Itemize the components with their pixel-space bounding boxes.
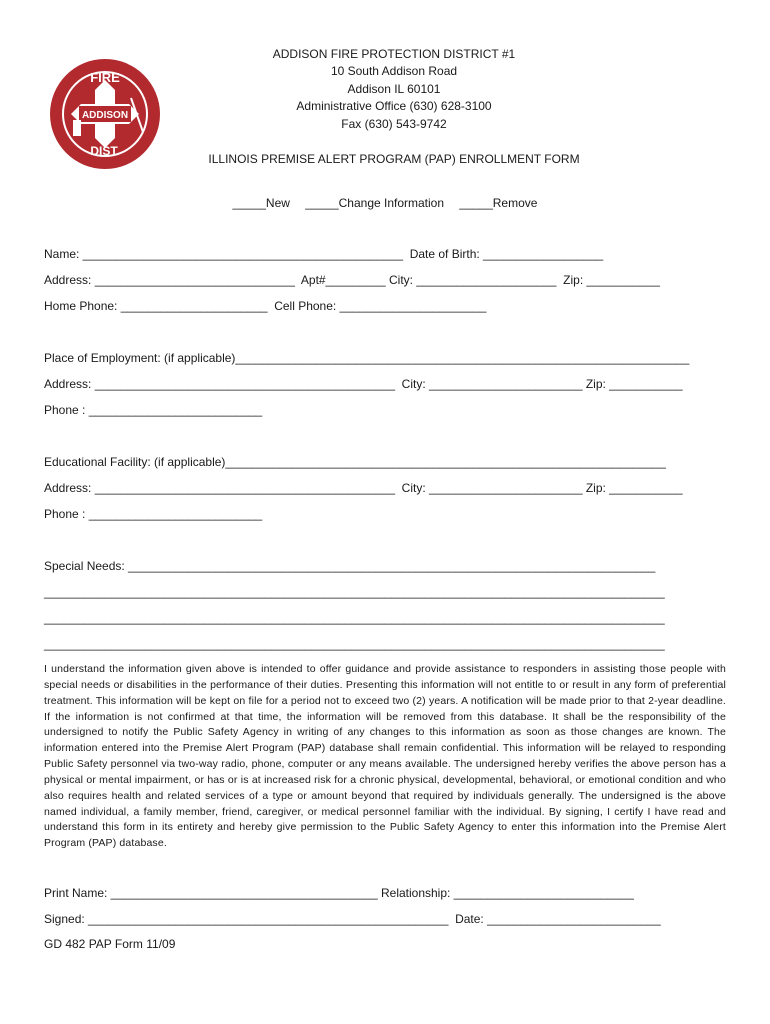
address-line[interactable]: Address: ______________________________ Apt#_________ City: _____________________ Zip: ___________ — [44, 273, 660, 287]
logo-bottom-text: DIST. — [90, 144, 120, 158]
name-dob-line[interactable]: Name: ________________________________________________ Date of Birth: __________________ — [44, 247, 604, 261]
special-needs-line[interactable]: Special Needs: _______________________________________________________________________________ — [44, 559, 656, 573]
signed-date-line[interactable]: Signed: ______________________________________________________ Date: __________________________ — [44, 912, 661, 926]
form-title: ILLINOIS PREMISE ALERT PROGRAM (PAP) ENROLLMENT FORM — [208, 152, 580, 166]
city-state-zip: Addison IL 60101 — [347, 81, 441, 96]
education-line[interactable]: Educational Facility: (if applicable)__________________________________________________________________ — [44, 455, 666, 469]
district-name: ADDISON FIRE PROTECTION DISTRICT #1 — [272, 47, 516, 61]
option-change-information[interactable]: _____Change Information — [305, 196, 445, 210]
consent-paragraph: I understand the information given above is intended to offer guidance and provide assistance to responders in assisting those people with special needs or disabilities in the performance of their duties. Presenting this information will not entitle to or result in any form of preferential treatment. This information will be kept on file for a period not to exceed two (2) years. A notification will be made prior to that 2-year deadline. If the information is not confirmed at that time, the information will be removed from this database. It shall be the responsibility of the undersigned to notify the Public Safety Agency in writing of any changes to this information as soon as those changes are known. The information entered into the Premise Alert Program (PAP) database shall remain confidential. This information will be relayed to responding Public Safety personnel via two-way radio, phone, computer or any means available. The undersigned hereby verifies the above person has a physical or mental impairment, or has or is at increased risk for a chronic physical, developmental, behavioral, or emotional condition and who also requires health and related services of a type or amount beyond that required by individuals generally. The undersigned is the above named individual, a family member, friend, caregiver, or medical personnel familiar with the individual. By signing, I certify I have read and understand this form in its entirety and hereby give permission to the Public Safety Agency to enter this information into the Premise Alert Program (PAP) database. — [44, 663, 726, 850]
option-new[interactable]: _____New — [232, 196, 290, 210]
employment-phone-line[interactable]: Phone : __________________________ — [44, 403, 263, 417]
employment-line[interactable]: Place of Employment: (if applicable)____________________________________________________________________ — [44, 351, 690, 365]
special-needs-line-2[interactable]: _____________________________________________________________________________________________ — [44, 585, 665, 599]
option-remove[interactable]: _____Remove — [459, 196, 538, 210]
fax-number: Fax (630) 543-9742 — [341, 116, 447, 131]
street-address: 10 South Addison Road — [330, 64, 458, 79]
special-needs-line-4[interactable]: _____________________________________________________________________________________________ — [44, 637, 665, 651]
logo-top-text: FIRE — [90, 70, 120, 85]
employment-address-line[interactable]: Address: _____________________________________________ City: _______________________ Zip: ___________ — [44, 377, 683, 391]
logo-middle-text: ADDISON — [81, 110, 129, 121]
special-needs-line-3[interactable]: _____________________________________________________________________________________________ — [44, 611, 665, 625]
office-phone: Administrative Office (630) 628-3100 — [296, 99, 492, 114]
education-phone-line[interactable]: Phone : __________________________ — [44, 507, 263, 521]
form-number: GD 482 PAP Form 11/09 — [44, 937, 176, 951]
enrollment-options — [0, 196, 770, 210]
district-header — [230, 46, 558, 133]
education-address-line[interactable]: Address: _____________________________________________ City: _______________________ Zip: ___________ — [44, 481, 683, 495]
phone-line[interactable]: Home Phone: ______________________ Cell Phone: ______________________ — [44, 299, 487, 313]
print-name-line[interactable]: Print Name: ________________________________________ Relationship: ___________________________ — [44, 886, 634, 900]
